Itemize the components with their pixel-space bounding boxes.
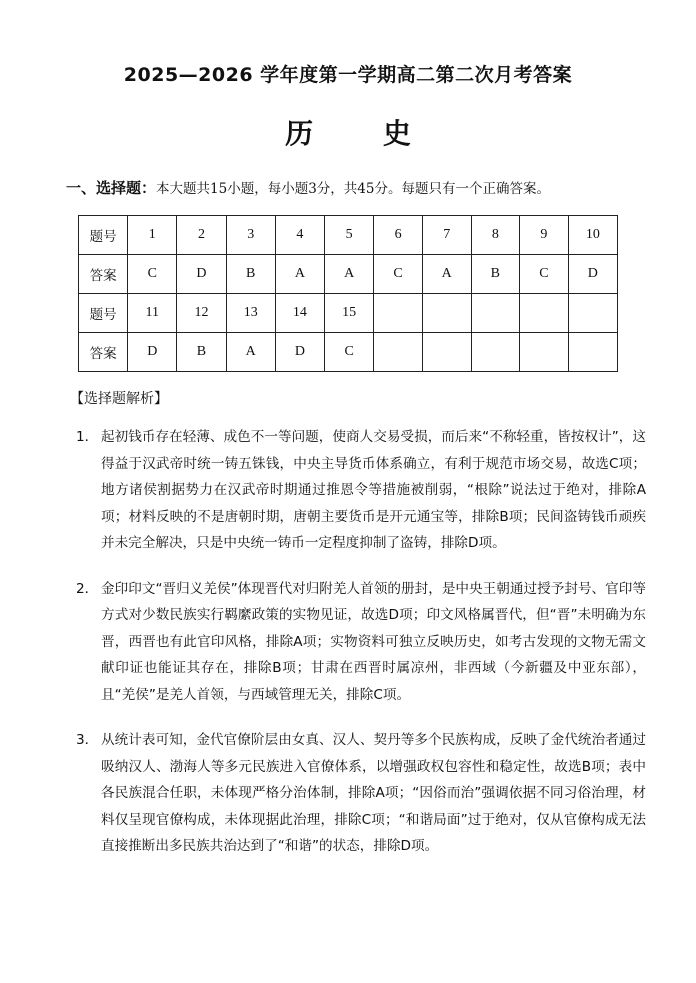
table-cell: D bbox=[128, 333, 177, 372]
item-number: 1． bbox=[76, 429, 99, 445]
table-row-answers-1 bbox=[79, 255, 618, 294]
table-cell: 15 bbox=[325, 294, 374, 333]
page-title: 2025—2026 学年度第一学期高二第二次月考答案 bbox=[123, 64, 573, 86]
table-cell: 1 bbox=[128, 216, 177, 255]
table-cell: A bbox=[325, 255, 374, 294]
item-text: 金印印文“晋归义羌侯”体现晋代对归附羌人首领的册封，是中央王朝通过授予封号、官印等方式对少数民族实行羁縻政策的实物见证，故选D项；印文风格属晋代，但“晋”未明确为东晋，西晋也有此官印风格，排除A项；实物资料可独立反映历史，如考古发现的文物无需文献印证也能证其存在，排除B项；甘肃在西晋时属凉州，非西域（今新疆及中亚东部），且“羌侯”是羌人首领，与西域管理无关，排除C项。 bbox=[101, 580, 646, 703]
analysis-heading: 【选择题解析】 bbox=[70, 391, 168, 407]
section-lead: 一、选择题： bbox=[66, 179, 157, 197]
table-cell bbox=[471, 294, 520, 333]
table-cell: D bbox=[568, 255, 617, 294]
analysis-item bbox=[76, 424, 646, 557]
row-label-number: 题号 bbox=[79, 216, 128, 255]
table-cell bbox=[568, 294, 617, 333]
table-cell bbox=[422, 294, 471, 333]
section-heading bbox=[66, 177, 550, 198]
subject-title: 历 史 bbox=[285, 117, 441, 150]
item-text: 起初钱币存在轻薄、成色不一等问题，使商人交易受损，而后来“不称轻重，皆按权计”，这得益于汉武帝时统一铸五铢钱，中央主导货币体系确立，有利于规范市场交易，故选C项；地方诸侯割据势力在汉武帝时期通过推恩令等措施被削弱，“根除”说法过于绝对，排除A项；材料反映的不是唐朝时期，唐朝主要货币是开元通宝等，排除B项；民间盗铸钱币顽疾并未完全解决，只是中央统一铸币一定程度抑制了盗铸，排除D项。 bbox=[101, 429, 646, 551]
table-cell: C bbox=[520, 255, 569, 294]
section-description: 本大题共15小题，每小题3分，共45分。每题只有一个正确答案。 bbox=[156, 181, 550, 197]
table-cell: 6 bbox=[374, 216, 423, 255]
table-cell: C bbox=[325, 333, 374, 372]
table-cell bbox=[520, 294, 569, 333]
table-cell: C bbox=[128, 255, 177, 294]
row-label-answer: 答案 bbox=[79, 255, 128, 294]
table-cell bbox=[374, 333, 423, 372]
table-cell: 4 bbox=[275, 216, 324, 255]
table-cell: 2 bbox=[177, 216, 226, 255]
table-cell: 9 bbox=[520, 216, 569, 255]
table-cell: B bbox=[471, 255, 520, 294]
table-cell: A bbox=[275, 255, 324, 294]
table-cell: 8 bbox=[471, 216, 520, 255]
analysis-item bbox=[76, 727, 646, 860]
answer-table bbox=[78, 215, 618, 372]
table-cell: 14 bbox=[275, 294, 324, 333]
row-label-number: 题号 bbox=[79, 294, 128, 333]
table-cell: B bbox=[177, 333, 226, 372]
table-cell bbox=[520, 333, 569, 372]
table-row-answers-2 bbox=[79, 333, 618, 372]
table-cell: 11 bbox=[128, 294, 177, 333]
table-cell: B bbox=[226, 255, 275, 294]
table-cell bbox=[422, 333, 471, 372]
table-cell: 7 bbox=[422, 216, 471, 255]
table-cell: 13 bbox=[226, 294, 275, 333]
table-cell: D bbox=[177, 255, 226, 294]
item-number: 3． bbox=[76, 732, 99, 748]
table-cell bbox=[471, 333, 520, 372]
item-text: 从统计表可知，金代官僚阶层由女真、汉人、契丹等多个民族构成，反映了金代统治者通过吸纳汉人、渤海人等多元民族进入官僚体系，以增强政权包容性和稳定性，故选B项；表中各民族混合任职，未体现严格分治体制，排除A项；“因俗而治”强调依据不同习俗治理，材料仅呈现官僚构成，未体现据此治理，排除C项；“和谐局面”过于绝对，仅从官僚构成无法直接推断出多民族共治达到了“和谐”的状态，排除D项。 bbox=[101, 732, 646, 854]
analysis-item bbox=[76, 576, 646, 709]
table-cell: 12 bbox=[177, 294, 226, 333]
table-cell bbox=[568, 333, 617, 372]
table-cell: D bbox=[275, 333, 324, 372]
table-cell: 5 bbox=[325, 216, 374, 255]
table-row-numbers-2 bbox=[79, 294, 618, 333]
table-cell: A bbox=[226, 333, 275, 372]
table-row-numbers-1 bbox=[79, 216, 618, 255]
row-label-answer: 答案 bbox=[79, 333, 128, 372]
item-number: 2． bbox=[76, 580, 99, 597]
table-cell: 10 bbox=[568, 216, 617, 255]
table-cell: A bbox=[422, 255, 471, 294]
table-cell: 3 bbox=[226, 216, 275, 255]
analysis-list bbox=[76, 424, 646, 879]
table-cell bbox=[374, 294, 423, 333]
table-cell: C bbox=[374, 255, 423, 294]
